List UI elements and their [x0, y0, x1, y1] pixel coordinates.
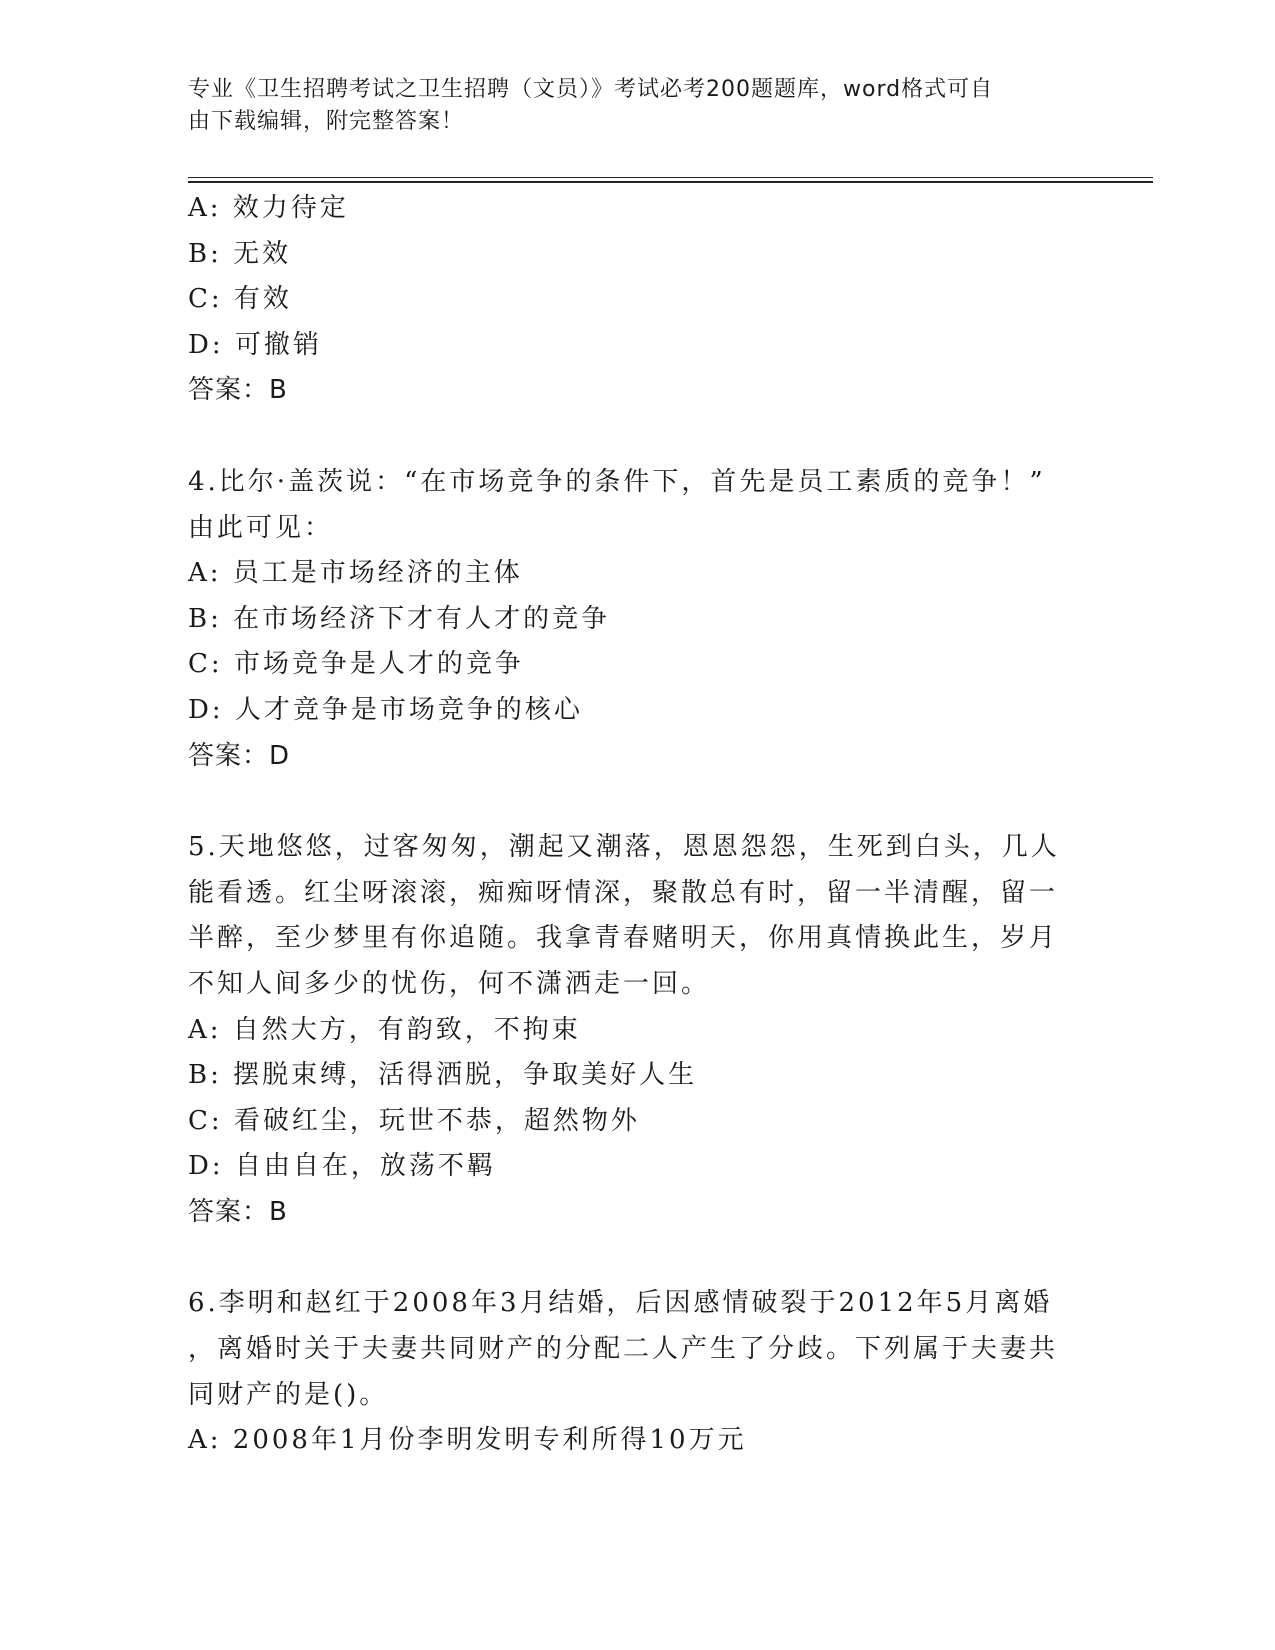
option-b: B: 在市场经济下才有人才的竞争 [188, 603, 611, 634]
option-c: C: 有效 [188, 284, 292, 315]
option-d: D: 可撤销 [188, 329, 322, 360]
question-list [188, 186, 1068, 1464]
answer-line: 答案：B [188, 1196, 288, 1227]
question-line: ，离婚时关于夫妻共同财产的分配二人产生了分歧。下列属于夫妻共 [188, 1334, 1059, 1365]
question-block [188, 460, 1068, 779]
option-b: B: 无效 [188, 238, 292, 269]
header-line: 专业《卫生招聘考试之卫生招聘（文员）》考试必考200题题库，word格式可自 [188, 77, 994, 102]
question-block [188, 1281, 1068, 1463]
question-line: 不知人间多少的忧伤，何不潇洒走一回。 [188, 968, 711, 999]
question-text [188, 460, 1068, 551]
answer-line: 答案：D [188, 740, 291, 771]
option-c: C: 市场竞争是人才的竞争 [188, 649, 524, 680]
header-divider [188, 181, 1153, 183]
option-a: A: 员工是市场经济的主体 [188, 558, 523, 589]
option-c: C: 看破红尘，玩世不恭，超然物外 [188, 1105, 640, 1136]
option-d: D: 自由自在，放荡不羁 [188, 1151, 496, 1182]
question-line: 由此可见： [188, 512, 334, 543]
question-text [188, 825, 1068, 1007]
page-header [188, 74, 1068, 138]
question-text [188, 1281, 1068, 1418]
answer-line: 答案：B [188, 375, 288, 406]
question-line: 能看透。红尘呀滚滚，痴痴呀情深，聚散总有时，留一半清醒，留一 [188, 877, 1059, 908]
option-a: A: 自然大方，有韵致，不拘束 [188, 1014, 581, 1045]
question-line: 5.天地悠悠，过客匆匆，潮起又潮落，恩恩怨怨，生死到白头，几人 [188, 832, 1060, 863]
question-line: 同财产的是()。 [188, 1379, 389, 1410]
question-line: 4.比尔·盖茨说：“在市场竞争的条件下，首先是员工素质的竞争！” [188, 466, 1046, 497]
question-line: 半醉，至少梦里有你追随。我拿青春赌明天，你用真情换此生，岁月 [188, 923, 1059, 954]
option-b: B: 摆脱束缚，活得洒脱，争取美好人生 [188, 1060, 698, 1091]
option-d: D: 人才竞争是市场竞争的核心 [188, 694, 583, 725]
header-divider [188, 177, 1153, 178]
option-a: A: 2008年1月份李明发明专利所得10万元 [188, 1425, 747, 1456]
question-block [188, 825, 1068, 1235]
option-a: A: 效力待定 [188, 193, 349, 223]
header-line: 由下载编辑，附完整答案！ [188, 109, 465, 134]
question-line: 6.李明和赵红于2008年3月结婚，后因感情破裂于2012年5月离婚 [188, 1288, 1053, 1319]
question-block [188, 186, 1068, 414]
